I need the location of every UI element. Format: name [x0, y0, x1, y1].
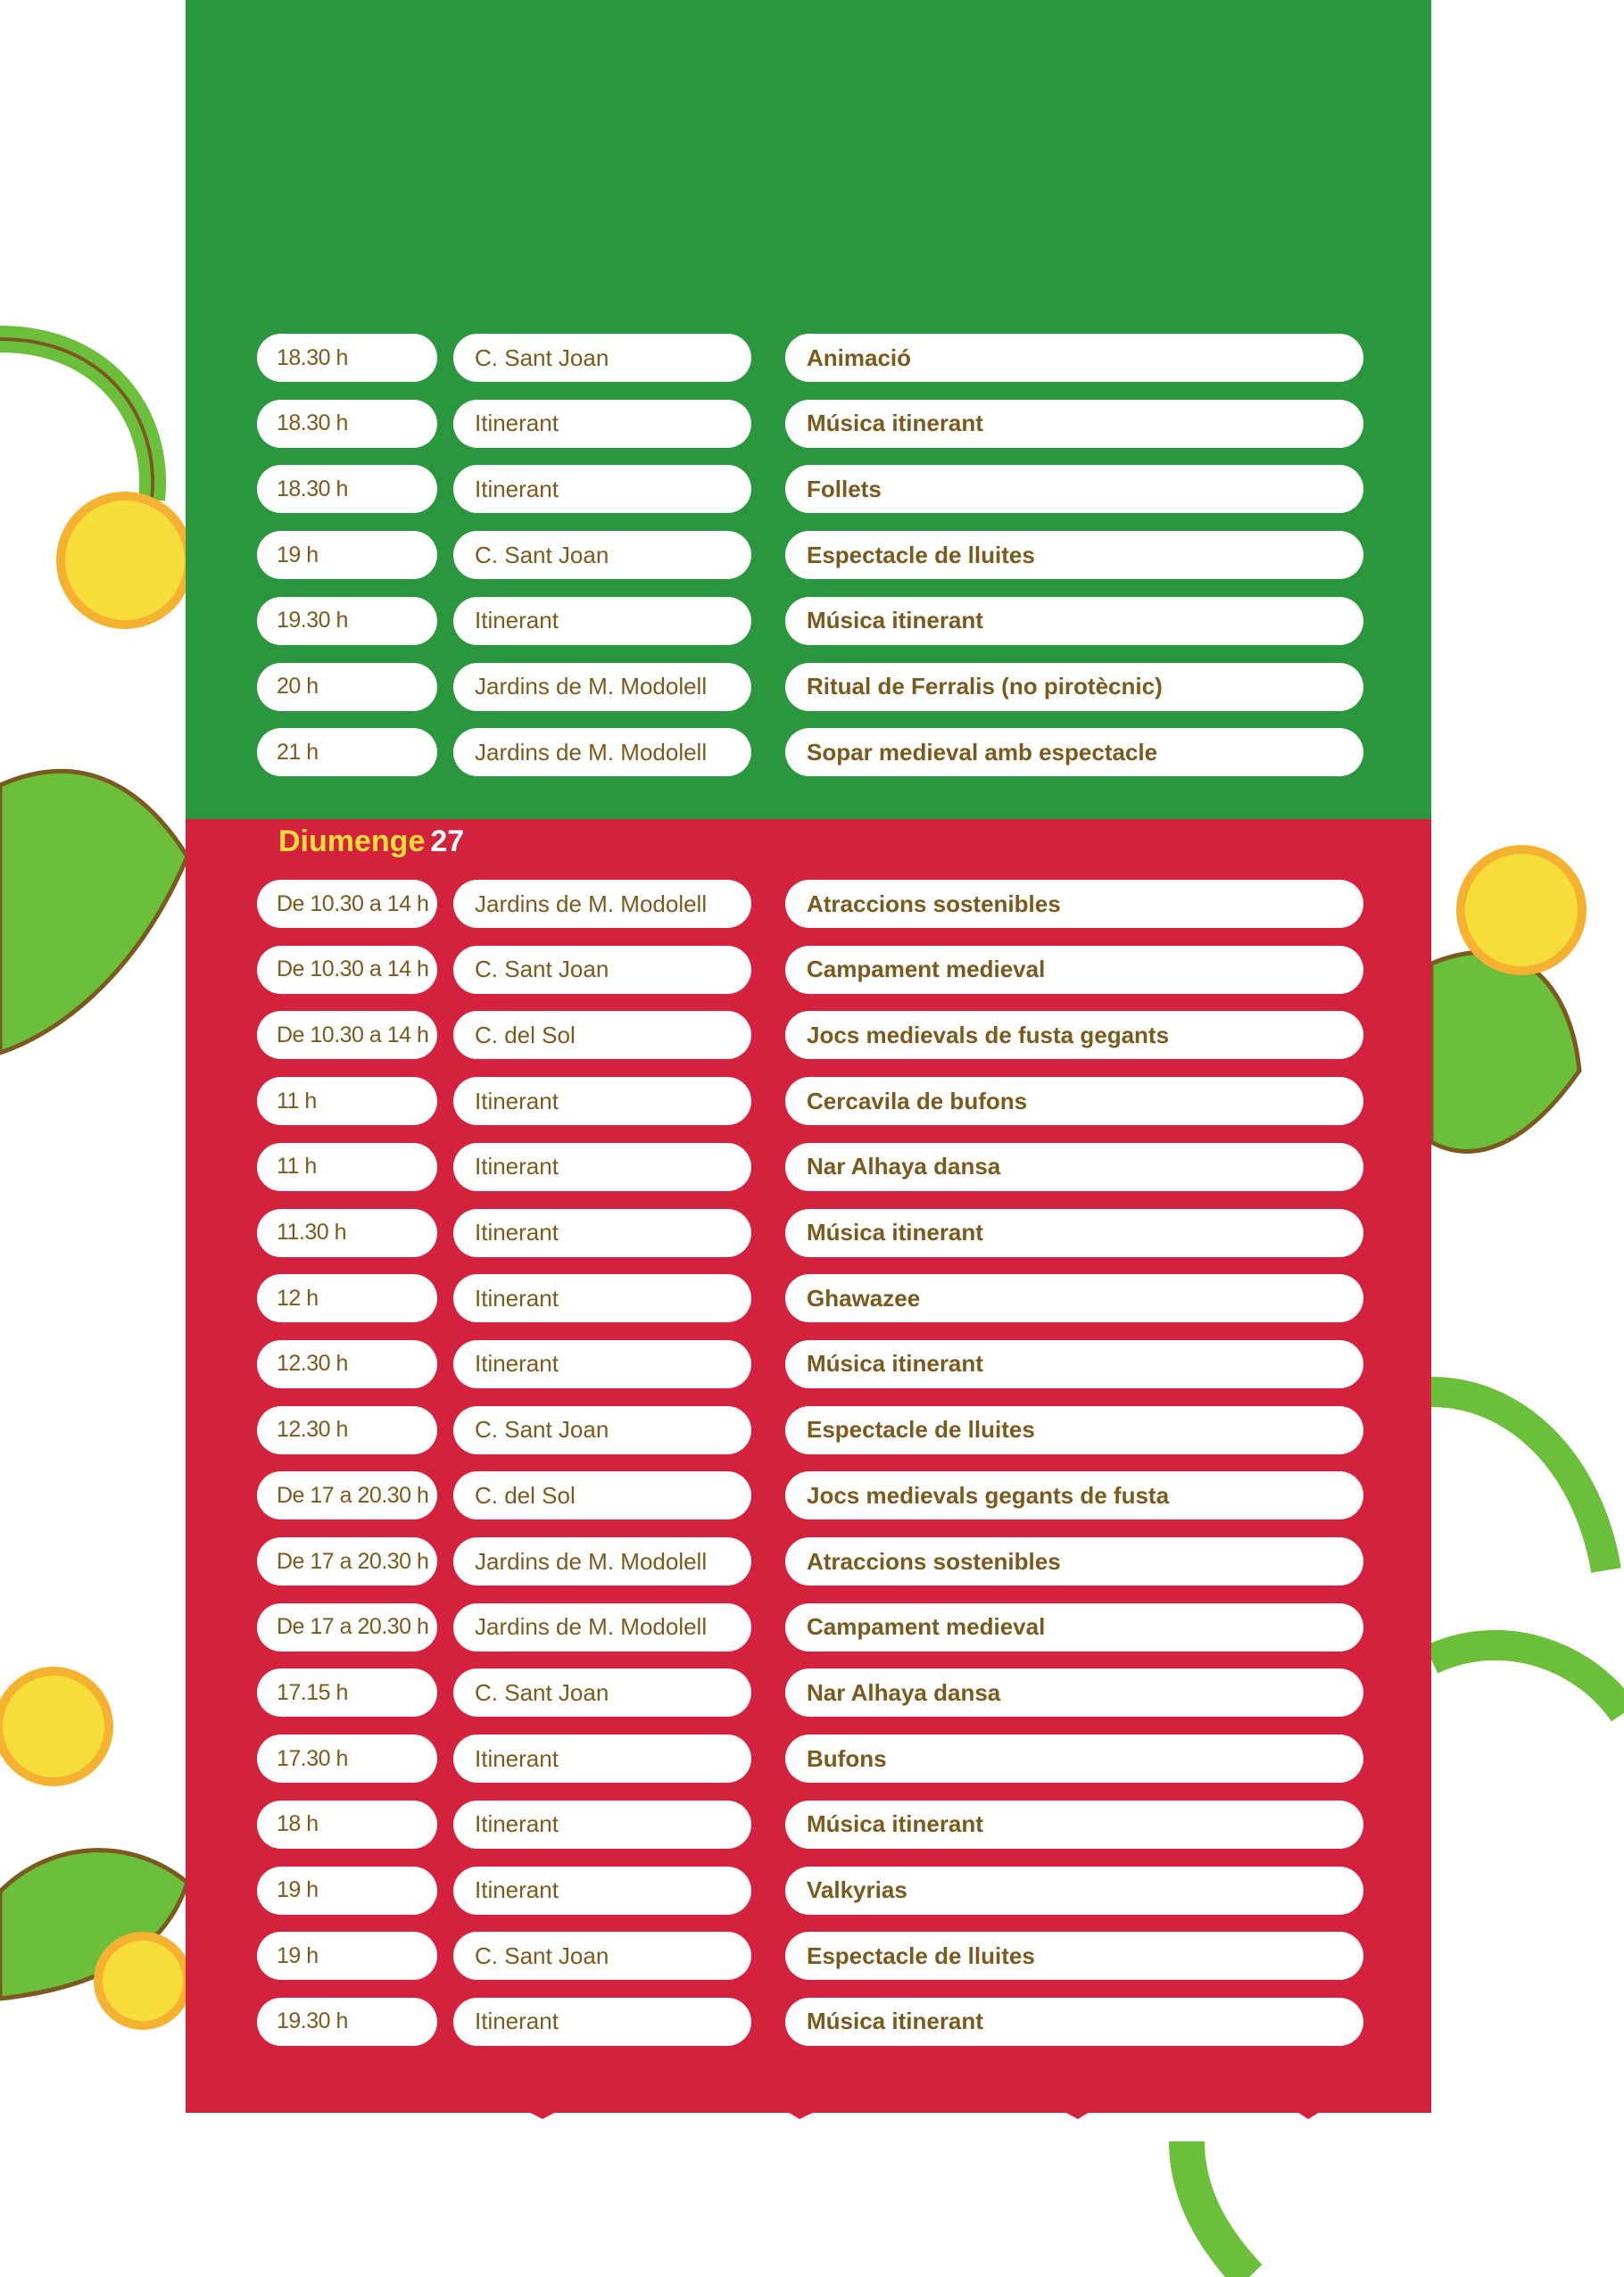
place-pill: Itinerant [453, 597, 751, 645]
activity-pill: Espectacle de lluites [785, 531, 1363, 579]
schedule-row [257, 1011, 1363, 1059]
place-pill: Jardins de M. Modolell [453, 1603, 751, 1652]
time-pill: 21 h [257, 728, 437, 776]
time-pill: 17.15 h [257, 1668, 437, 1717]
activity-pill: Sopar medieval amb espectacle [785, 728, 1363, 776]
schedule-row [257, 1274, 1363, 1322]
activity-pill: Ghawazee [785, 1274, 1363, 1322]
day-number: 27 [430, 824, 465, 858]
schedule-row [257, 1668, 1363, 1717]
time-pill: 12.30 h [257, 1406, 437, 1454]
activity-pill: Música itinerant [785, 1801, 1363, 1849]
place-pill: Itinerant [453, 1274, 751, 1322]
time-pill: De 17 a 20.30 h [257, 1471, 437, 1519]
time-pill: 19 h [257, 531, 437, 579]
time-pill: De 17 a 20.30 h [257, 1537, 437, 1586]
place-pill: Jardins de M. Modolell [453, 1537, 751, 1586]
activity-pill: Follets [785, 465, 1363, 513]
time-pill: 19.30 h [257, 1998, 437, 2046]
activity-pill: Música itinerant [785, 1340, 1363, 1388]
wavy-bottom-edge [186, 2052, 1431, 2159]
schedule-row [257, 1077, 1363, 1125]
schedule-row [257, 880, 1363, 928]
schedule-row [257, 1340, 1363, 1388]
place-pill: Itinerant [453, 1735, 751, 1783]
place-pill: Jardins de M. Modolell [453, 728, 751, 776]
activity-pill: Jocs medievals de fusta gegants [785, 1011, 1363, 1059]
place-pill: Itinerant [453, 1998, 751, 2046]
place-pill: C. del Sol [453, 1471, 751, 1519]
activity-pill: Jocs medievals gegants de fusta [785, 1471, 1363, 1519]
place-pill: C. Sant Joan [453, 946, 751, 994]
time-pill: 11.30 h [257, 1209, 437, 1257]
time-pill: 18.30 h [257, 465, 437, 513]
schedule-row [257, 1537, 1363, 1586]
place-pill: Itinerant [453, 465, 751, 513]
activity-pill: Atraccions sostenibles [785, 1537, 1363, 1586]
schedule-row [257, 663, 1363, 711]
activity-pill: Música itinerant [785, 1998, 1363, 2046]
place-pill: Itinerant [453, 1209, 751, 1257]
time-pill: De 10.30 a 14 h [257, 880, 437, 928]
place-pill: Itinerant [453, 1143, 751, 1191]
time-pill: De 10.30 a 14 h [257, 1011, 437, 1059]
schedule-row [257, 1603, 1363, 1652]
place-pill: Itinerant [453, 1340, 751, 1388]
time-pill: 18.30 h [257, 400, 437, 448]
time-pill: 19 h [257, 1932, 437, 1980]
activity-pill: Animació [785, 334, 1363, 382]
schedule-row [257, 1406, 1363, 1454]
place-pill: Jardins de M. Modolell [453, 663, 751, 711]
activity-pill: Bufons [785, 1735, 1363, 1783]
time-pill: 18.30 h [257, 334, 437, 382]
activity-pill: Campament medieval [785, 1603, 1363, 1652]
time-pill: De 17 a 20.30 h [257, 1603, 437, 1652]
place-pill: C. Sant Joan [453, 531, 751, 579]
schedule-row [257, 1209, 1363, 1257]
schedule-row [257, 1932, 1363, 1980]
schedule-row [257, 531, 1363, 579]
activity-pill: Atraccions sostenibles [785, 880, 1363, 928]
place-pill: C. Sant Joan [453, 1668, 751, 1717]
schedule-row [257, 400, 1363, 448]
place-pill: Itinerant [453, 1801, 751, 1849]
place-pill: C. Sant Joan [453, 1406, 751, 1454]
place-pill: C. Sant Joan [453, 1932, 751, 1980]
time-pill: 17.30 h [257, 1735, 437, 1783]
place-pill: Itinerant [453, 1867, 751, 1915]
left-flower-top [61, 496, 189, 625]
schedule-row [257, 1471, 1363, 1519]
schedule-row [257, 334, 1363, 382]
schedule-row [257, 1143, 1363, 1191]
activity-pill: Nar Alhaya dansa [785, 1668, 1363, 1717]
day-name: Diumenge [278, 824, 426, 858]
schedule-row [257, 1735, 1363, 1783]
schedule-row [257, 1801, 1363, 1849]
schedule-row [257, 597, 1363, 645]
time-pill: 11 h [257, 1077, 437, 1125]
place-pill: C. Sant Joan [453, 334, 751, 382]
place-pill: Itinerant [453, 1077, 751, 1125]
activity-pill: Música itinerant [785, 1209, 1363, 1257]
activity-pill: Campament medieval [785, 946, 1363, 994]
schedule-row [257, 1998, 1363, 2046]
activity-pill: Valkyrias [785, 1867, 1363, 1915]
time-pill: 11 h [257, 1143, 437, 1191]
place-pill: C. del Sol [453, 1011, 751, 1059]
time-pill: 20 h [257, 663, 437, 711]
activity-pill: Nar Alhaya dansa [785, 1143, 1363, 1191]
place-pill: Itinerant [453, 400, 751, 448]
activity-pill: Música itinerant [785, 400, 1363, 448]
sunday-day-heading [278, 824, 464, 859]
time-pill: 12.30 h [257, 1340, 437, 1388]
time-pill: 18 h [257, 1801, 437, 1849]
time-pill: 12 h [257, 1274, 437, 1322]
activity-pill: Ritual de Ferralis (no pirotècnic) [785, 663, 1363, 711]
place-pill: Jardins de M. Modolell [453, 880, 751, 928]
schedule-row [257, 465, 1363, 513]
time-pill: 19 h [257, 1867, 437, 1915]
schedule-row [257, 946, 1363, 994]
schedule-row [257, 1867, 1363, 1915]
activity-pill: Espectacle de lluites [785, 1932, 1363, 1980]
time-pill: De 10.30 a 14 h [257, 946, 437, 994]
schedule-row [257, 728, 1363, 776]
activity-pill: Música itinerant [785, 597, 1363, 645]
activity-pill: Espectacle de lluites [785, 1406, 1363, 1454]
time-pill: 19.30 h [257, 597, 437, 645]
activity-pill: Cercavila de bufons [785, 1077, 1363, 1125]
